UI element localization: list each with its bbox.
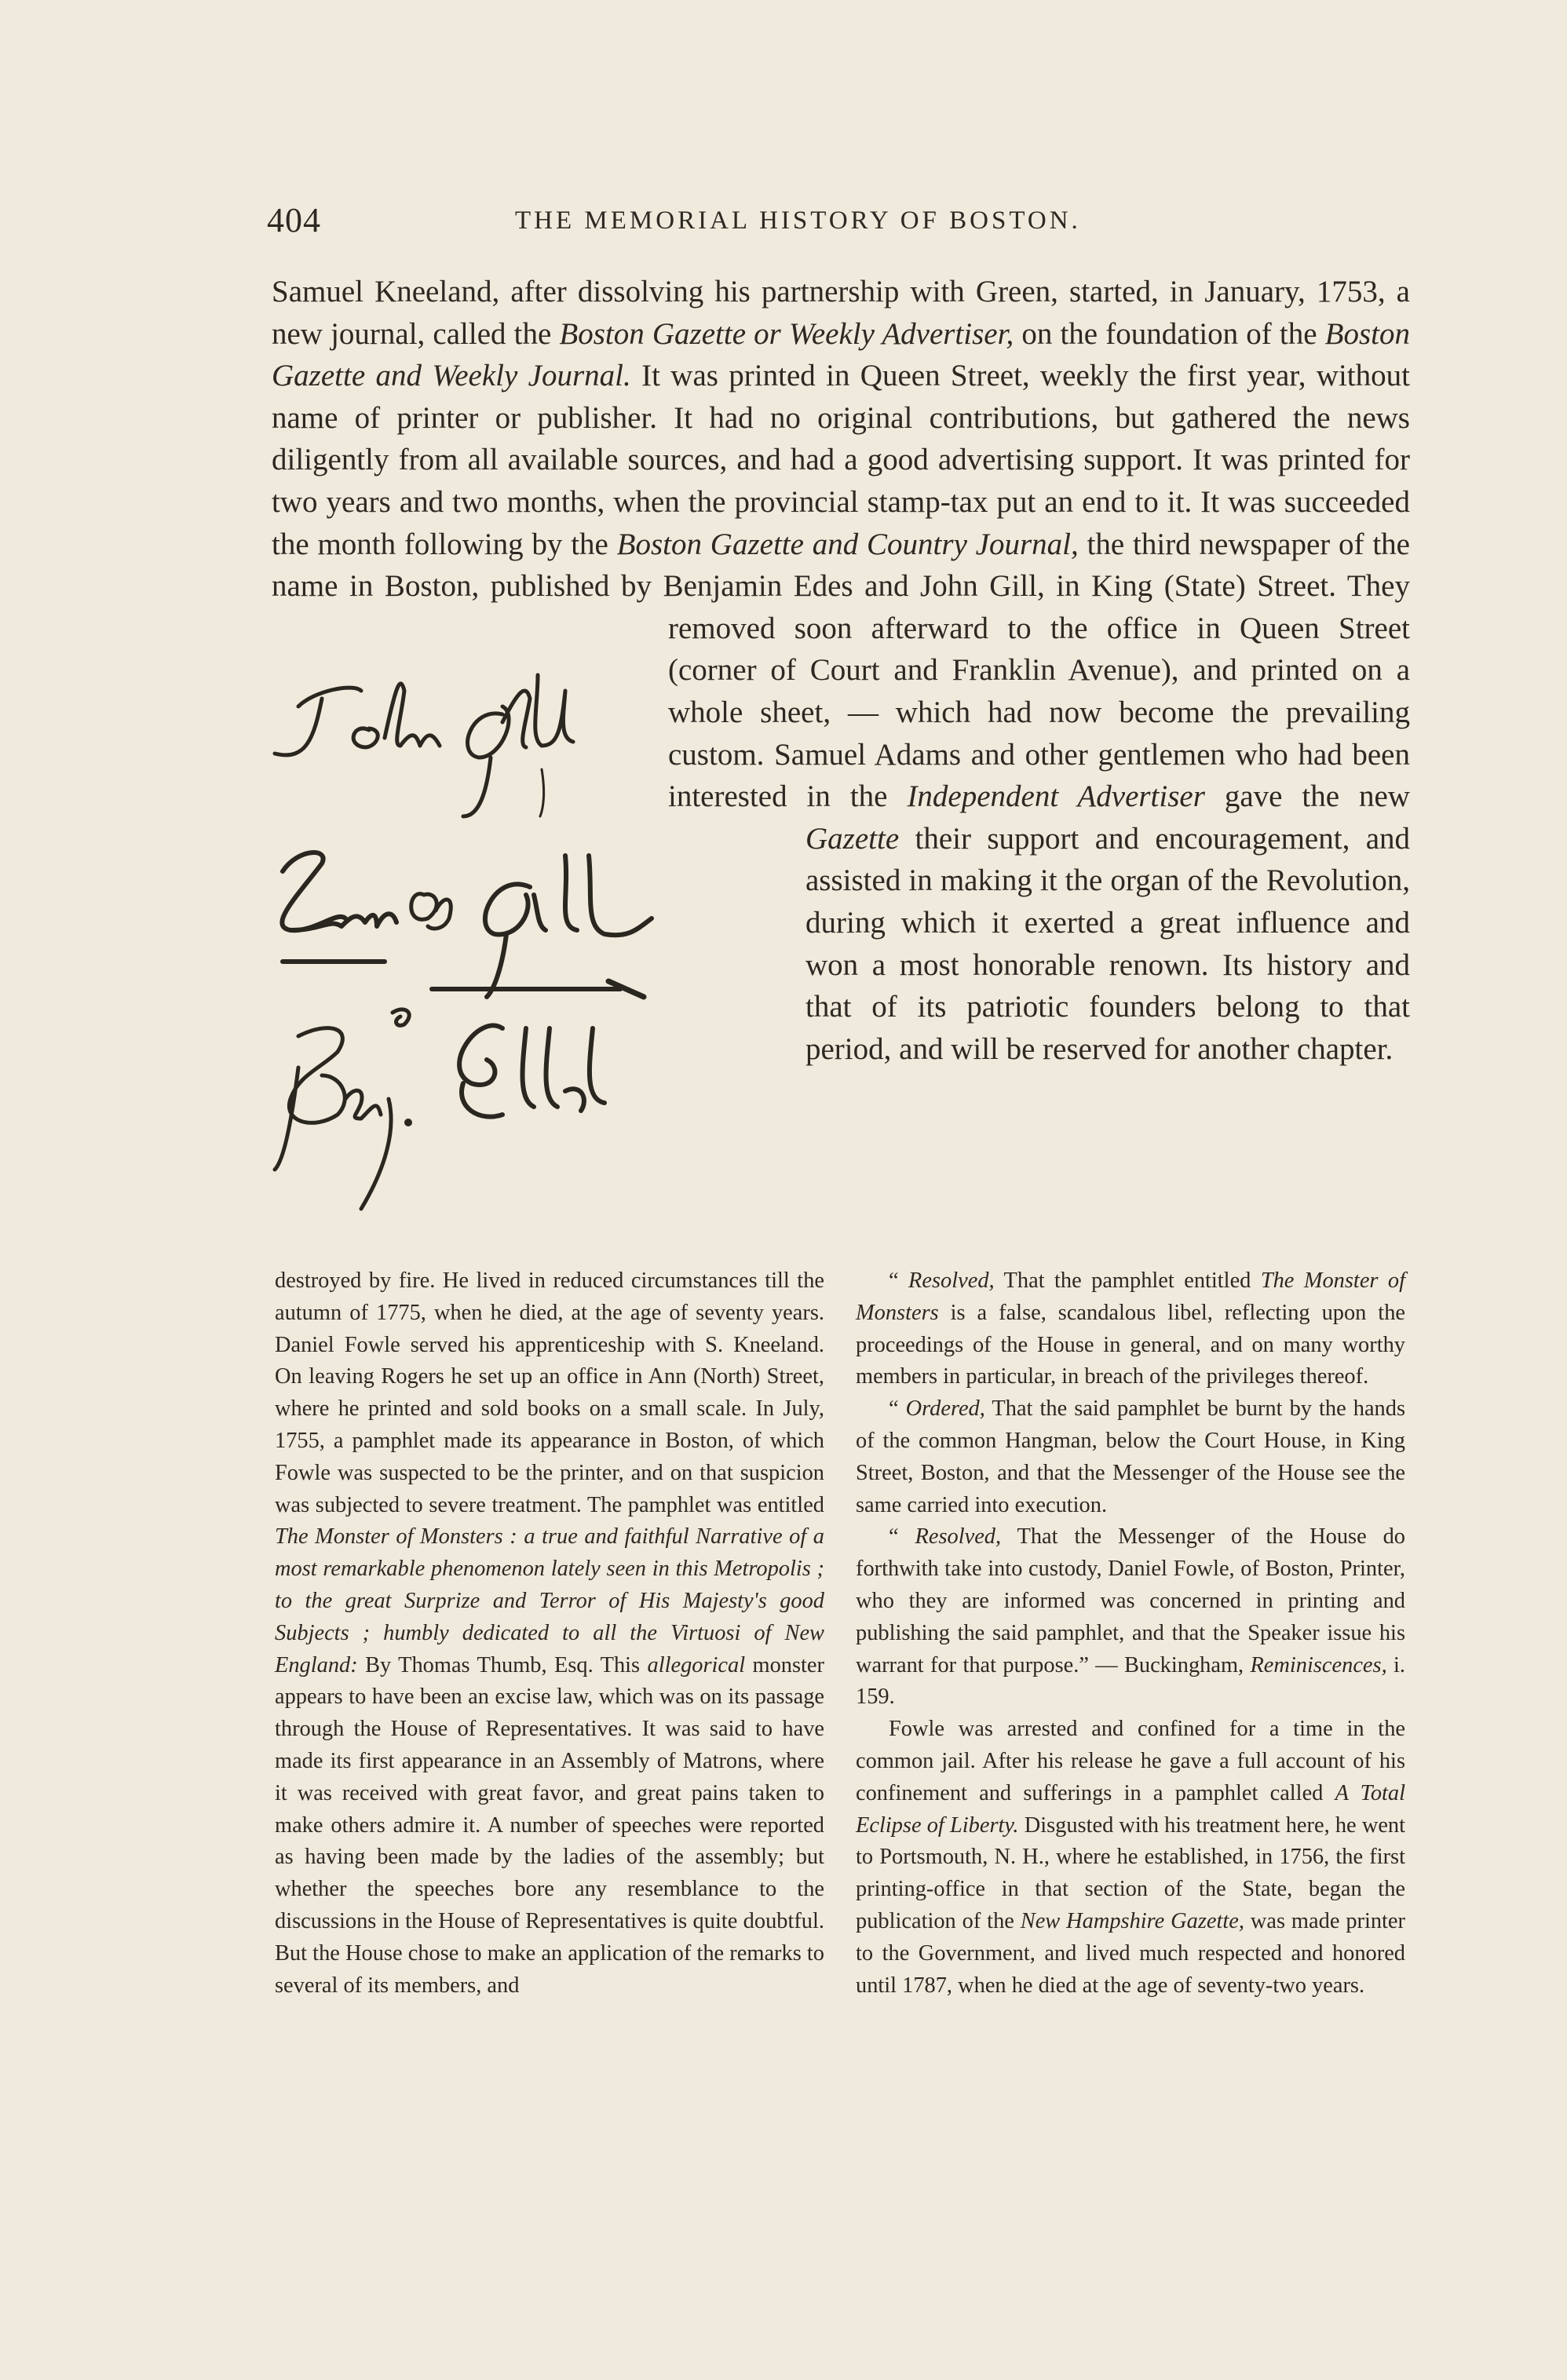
text-run: monster appears to have been an excise law, which was on its passage through the House of Representatives. It was said to have made its first appearance in an Assembly of Matrons, where it was received with great favor, and great pains taken to make others admire it. A number of speeches were reported as having been made by the ladies of the assembly; but whether the speeches bore any resemblance to the discussions in the House of Representatives is quite doubtful. But the House chose to make an application of the remarks to several of its members, and <box>275 1652 824 1998</box>
newspaper-title: Boston Gazette or Weekly Advertiser, <box>559 316 1014 351</box>
text-run: By Thomas Thumb, Esq. This <box>357 1652 648 1677</box>
text-run: the third newspaper of the name in Boston, published by Benjamin Edes and John Gill, in King (State) Street. They removed soon afterward to the office in Queen Street (corner of Court and Franklin Avenue), and printed on a whole sheet, — which had now become the prevailing custom. Samuel Adams and other gentlemen who had been interested in the <box>272 527 1410 814</box>
emphasis: Ordered, <box>905 1396 985 1422</box>
emphasis: Resolved, <box>915 1524 1002 1550</box>
text-run: is a false, scandalous libel, reflecting upon the proceedings of the House in general, and on many worthy members in particular, in breach of the privileges thereof. <box>856 1300 1405 1389</box>
footnote-paragraph <box>275 1265 824 2002</box>
quote-mark: “ <box>889 1396 906 1422</box>
text-run: Disgusted with his treatment here, he went to Portsmouth, N. H., where he established, in 1756, the first printing-office in that section of the State, began the publication of the <box>856 1812 1406 1933</box>
footnote-column-right <box>856 1265 1405 2002</box>
page-header <box>267 200 1413 247</box>
newspaper-title: New Hampshire Gazette, <box>1020 1908 1244 1933</box>
footnote-paragraph <box>856 1714 1405 2002</box>
text-run: destroyed by fire. He lived in reduced circumstances till the autumn of 1775, when he died, at the age of seventy years. Daniel Fowle served his apprenticeship with S. Kneeland. On leaving Rogers he set up an office in Ann (North) Street, where he printed and sold books on a small scale. In July, 1755, a pamphlet made its appearance in Boston, of which Fowle was suspected to be the printer, and on that suspicion was subjected to severe treatment. The pamphlet was entitled <box>275 1268 824 1517</box>
text-run: gave the new <box>1204 779 1410 814</box>
text-run: was made printer to the Government, and lived much respected and honored until 1787, when he died at the age of seventy-two years. <box>856 1908 1405 1998</box>
emphasis: allegorical <box>647 1652 746 1677</box>
newspaper-title: Boston Gazette and Country Journal, <box>616 527 1079 561</box>
pamphlet-title: The Monster of Monsters : a true and faithful Narrative of a most remarkable phenomenon lately seen in this Metropolis ; to the great Surprize and Terror of His Majesty's good Subjects ; humbly dedicated to all the Virtuosi of New England: <box>275 1524 824 1677</box>
quote-mark: “ <box>889 1524 915 1550</box>
footnote-paragraph <box>856 1393 1405 1521</box>
emphasis: Reminiscences, <box>1250 1652 1387 1677</box>
pamphlet-title: A Total Eclipse of Liberty. <box>856 1780 1405 1838</box>
running-head: THE MEMORIAL HISTORY OF BOSTON. <box>515 206 1081 235</box>
newspaper-title: Boston Gazette and Weekly Journal. <box>272 316 1410 393</box>
footnote-paragraph <box>856 1521 1405 1714</box>
text-run: That the said pamphlet be burnt by the hands of the common Hangman, below the Court House, in King Street, Boston, and that the Messenger of the House see the same carried into execution. <box>856 1396 1405 1517</box>
text-run: their support and encouragement, and assisted in making it the organ of the Revolution, during which it exerted a great influence and won a most honorable renown. Its history and that of its patriotic founders belong to that period, and will be reserved for another chapter. <box>805 821 1410 1066</box>
text-run: Fowle was arrested and confined for a time in the common jail. After his release he gave a full account of his confinement and sufferings in a pamphlet called <box>856 1717 1405 1805</box>
text-run: on the foundation of the <box>1014 316 1325 351</box>
footnotes <box>275 1265 1405 2160</box>
text-run: i. 159. <box>856 1652 1405 1710</box>
text-run: That the pamphlet entitled <box>994 1268 1261 1293</box>
text-run: Samuel Kneeland, after dissolving his partnership with Green, started, in January, 1753, a new journal, called the <box>272 275 1410 351</box>
footnote-column-left <box>275 1265 824 2002</box>
text-run: That the Messenger of the House do forthwith take into custody, Daniel Fowle, of Boston, Printer, who they are informed was concerned in printing and publishing the said pamphlet, and that the Speaker issue his warrant for that purpose.” — Buckingham, <box>856 1524 1406 1677</box>
text-run: It was printed in Queen Street, weekly the first year, without name of printer or publisher. It had no original contributions, but gathered the news diligently from all available sources, and had a good advertising support. It was printed for two years and two months, when the provincial stamp-tax put an end to it. It was succeeded the month following by the <box>272 359 1410 561</box>
newspaper-title: Independent Advertiser <box>907 779 1205 814</box>
page-number: 404 <box>267 201 321 239</box>
emphasis: Resolved, <box>908 1268 995 1293</box>
pamphlet-title: The Monster of Monsters <box>856 1268 1405 1325</box>
main-paragraph <box>272 271 1410 1195</box>
footnote-paragraph <box>856 1265 1405 1393</box>
newspaper-title: Gazette <box>805 821 900 856</box>
body-paragraph <box>272 271 1410 1070</box>
quote-mark: “ <box>889 1268 909 1293</box>
